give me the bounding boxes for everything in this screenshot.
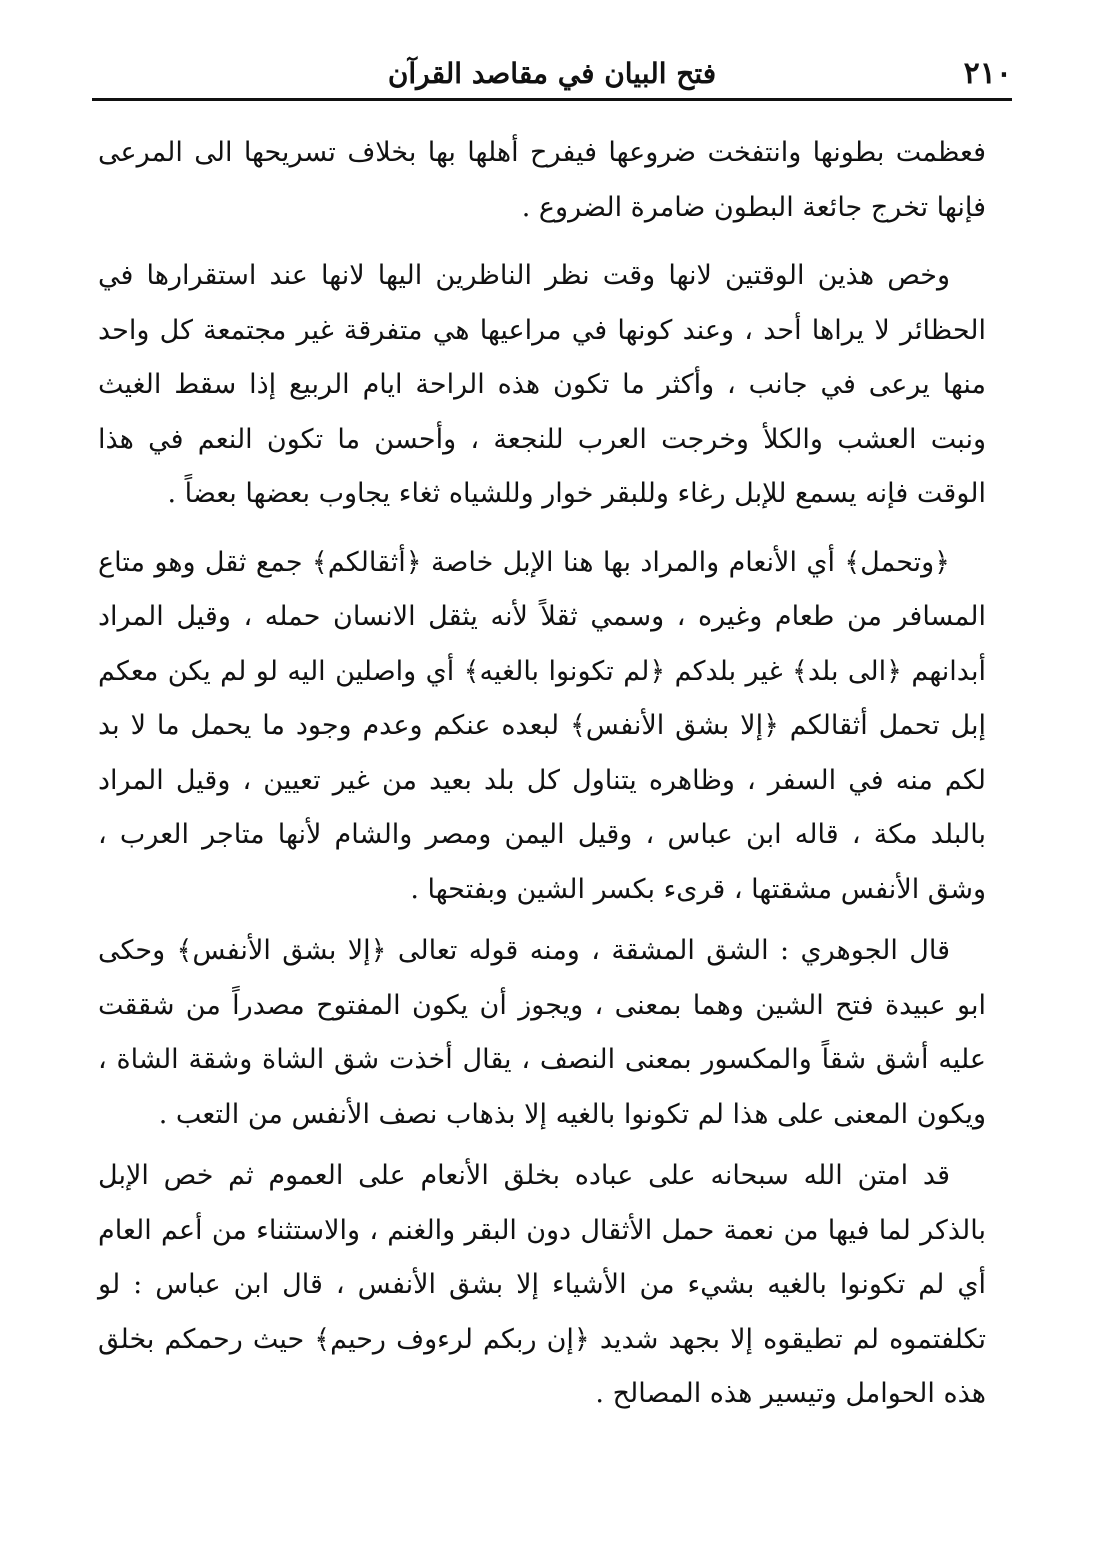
running-title: فتح البيان في مقاصد القرآن xyxy=(387,57,717,90)
body-text xyxy=(98,126,986,1422)
page-header xyxy=(92,50,1012,98)
paragraph-4: قال الجوهري : الشق المشقة ، ومنه قوله تعالى ﴿إلا بشق الأنفس﴾ وحكى ابو عبيدة فتح الشين وهما بمعنى ، ويجوز أن يكون المفتوح مصدراً من شققت عليه أشق شقاً والمكسور بمعنى النصف ، يقال أخذت شق الشاة وشقة الشاة ، ويكون المعنى على هذا لم تكونوا بالغيه إلا بذهاب نصف الأنفس من التعب . xyxy=(98,935,986,1130)
paragraph-1: فعظمت بطونها وانتفخت ضروعها فيفرح أهلها بها بخلاف تسريحها الى المرعى فإنها تخرج جائعة البطون ضامرة الضروع . xyxy=(98,137,986,223)
paragraph-5: قد امتن الله سبحانه على عباده بخلق الأنعام على العموم ثم خص الإبل بالذكر لما فيها من نعمة حمل الأثقال دون البقر والغنم ، والاستثناء من أعم العام أي لم تكونوا بالغيه بشيء من الأشياء إلا بشق الأنفس ، قال ابن عباس : لو تكلفتموه لم تطيقوه إلا بجهد شديد ﴿إن ربكم لرءوف رحيم﴾ حيث رحمكم بخلق هذه الحوامل وتيسير هذه المصالح . xyxy=(98,1160,986,1409)
paragraph-3: ﴿وتحمل﴾ أي الأنعام والمراد بها هنا الإبل خاصة ﴿أثقالكم﴾ جمع ثقل وهو متاع المسافر من طعام وغيره ، وسمي ثقلاً لأنه يثقل الانسان حمله ، وقيل المراد أبدانهم ﴿الى بلد﴾ غير بلدكم ﴿لم تكونوا بالغيه﴾ أي واصلين اليه لو لم يكن معكم إبل تحمل أثقالكم ﴿إلا بشق الأنفس﴾ لبعده عنكم وعدم وجود ما يحمل ما لا بد لكم منه في السفر ، وظاهره يتناول كل بلد بعيد من غير تعيين ، وقيل المراد بالبلد مكة ، قاله ابن عباس ، وقيل اليمن ومصر والشام لأنها متاجر العرب ، وشق الأنفس مشقتها ، قرىء بكسر الشين وبفتحها . xyxy=(98,546,986,905)
page-number: ٢١٠ xyxy=(963,56,1012,91)
paragraph-2: وخص هذين الوقتين لانها وقت نظر الناظرين اليها لانها عند استقرارها في الحظائر لا يراها أحد ، وعند كونها في مراعيها هي متفرقة غير مجتمعة كل واحد منها يرعى في جانب ، وأكثر ما تكون هذه الراحة ايام الربيع إذا سقط الغيث ونبت العشب والكلأ وخرجت العرب للنجعة ، وأحسن ما تكون النعم في هذا الوقت فإنه يسمع للإبل رغاء وللبقر خوار وللشياه ثغاء يجاوب بعضها بعضاً . xyxy=(98,260,986,509)
header-rule xyxy=(92,98,1012,101)
